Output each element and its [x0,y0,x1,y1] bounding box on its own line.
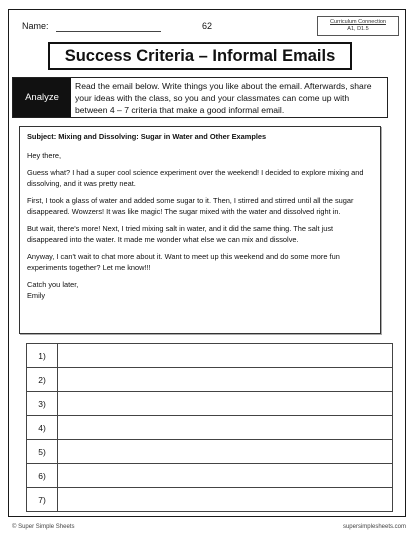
instructions-box [12,77,388,118]
email-paragraph: First, I took a glass of water and added some sugar to it. Then, I stirred and stirred until all the sugar disappeared. Wowzers! It was like magic! The sugar mixed with the water and dissolved right in. [27,196,354,216]
table-row [27,488,393,512]
criteria-answer-cell[interactable] [58,464,393,488]
analyze-tag: Analyze [13,78,71,117]
table-row [27,416,393,440]
curriculum-connection-box [317,16,399,36]
row-number: 4) [27,416,58,440]
row-number: 7) [27,488,58,512]
criteria-answer-cell[interactable] [58,488,393,512]
row-number: 3) [27,392,58,416]
table-row [27,344,393,368]
criteria-answer-cell[interactable] [58,368,393,392]
table-row [27,440,393,464]
curriculum-code: A1, D1.5 [347,26,369,32]
row-number: 1) [27,344,58,368]
row-number: 5) [27,440,58,464]
curriculum-title: Curriculum Connection [330,19,386,25]
table-row [27,392,393,416]
criteria-answer-cell[interactable] [58,440,393,464]
table-row [27,368,393,392]
email-paragraph: But wait, there's more! Next, I tried mixing salt in water, and it did the same thing. The salt just disappeared into the water. It made me wonder what else we can mix and dissolve. [27,224,334,244]
name-field-line[interactable] [56,31,161,32]
page-number: 62 [202,21,213,31]
footer-copyright: © Super Simple Sheets [12,524,75,530]
email-box [19,126,381,334]
email-paragraph: Guess what? I had a super cool science experiment over the weekend! I decided to explore mixing and dissolving, and it was pretty neat. [27,168,364,188]
instructions-text: Read the email below. Write things you like about the email. Afterwards, share your ideas with the class, so you and your classmates can come up with between 4 – 7 criteria that make a good informal email. [75,81,372,115]
header-row [9,10,405,42]
row-number: 6) [27,464,58,488]
email-greeting: Hey there, [27,151,62,160]
row-number: 2) [27,368,58,392]
table-row [27,464,393,488]
criteria-answer-cell[interactable] [58,344,393,368]
criteria-answer-cell[interactable] [58,416,393,440]
name-label: Name: [22,21,49,31]
page-title: Success Criteria – Informal Emails [48,42,352,70]
email-paragraph: Anyway, I can't wait to chat more about it. Want to meet up this weekend and do some more fun experiments together? Let me know!!! [27,252,340,272]
footer-website: supersimplesheets.com [342,524,406,530]
criteria-table [26,343,393,512]
email-signature: Emily [27,291,46,300]
criteria-answer-cell[interactable] [58,392,393,416]
email-subject: Subject: Mixing and Dissolving: Sugar in Water and Other Examples [27,132,267,141]
email-closing: Catch you later, [27,280,79,289]
